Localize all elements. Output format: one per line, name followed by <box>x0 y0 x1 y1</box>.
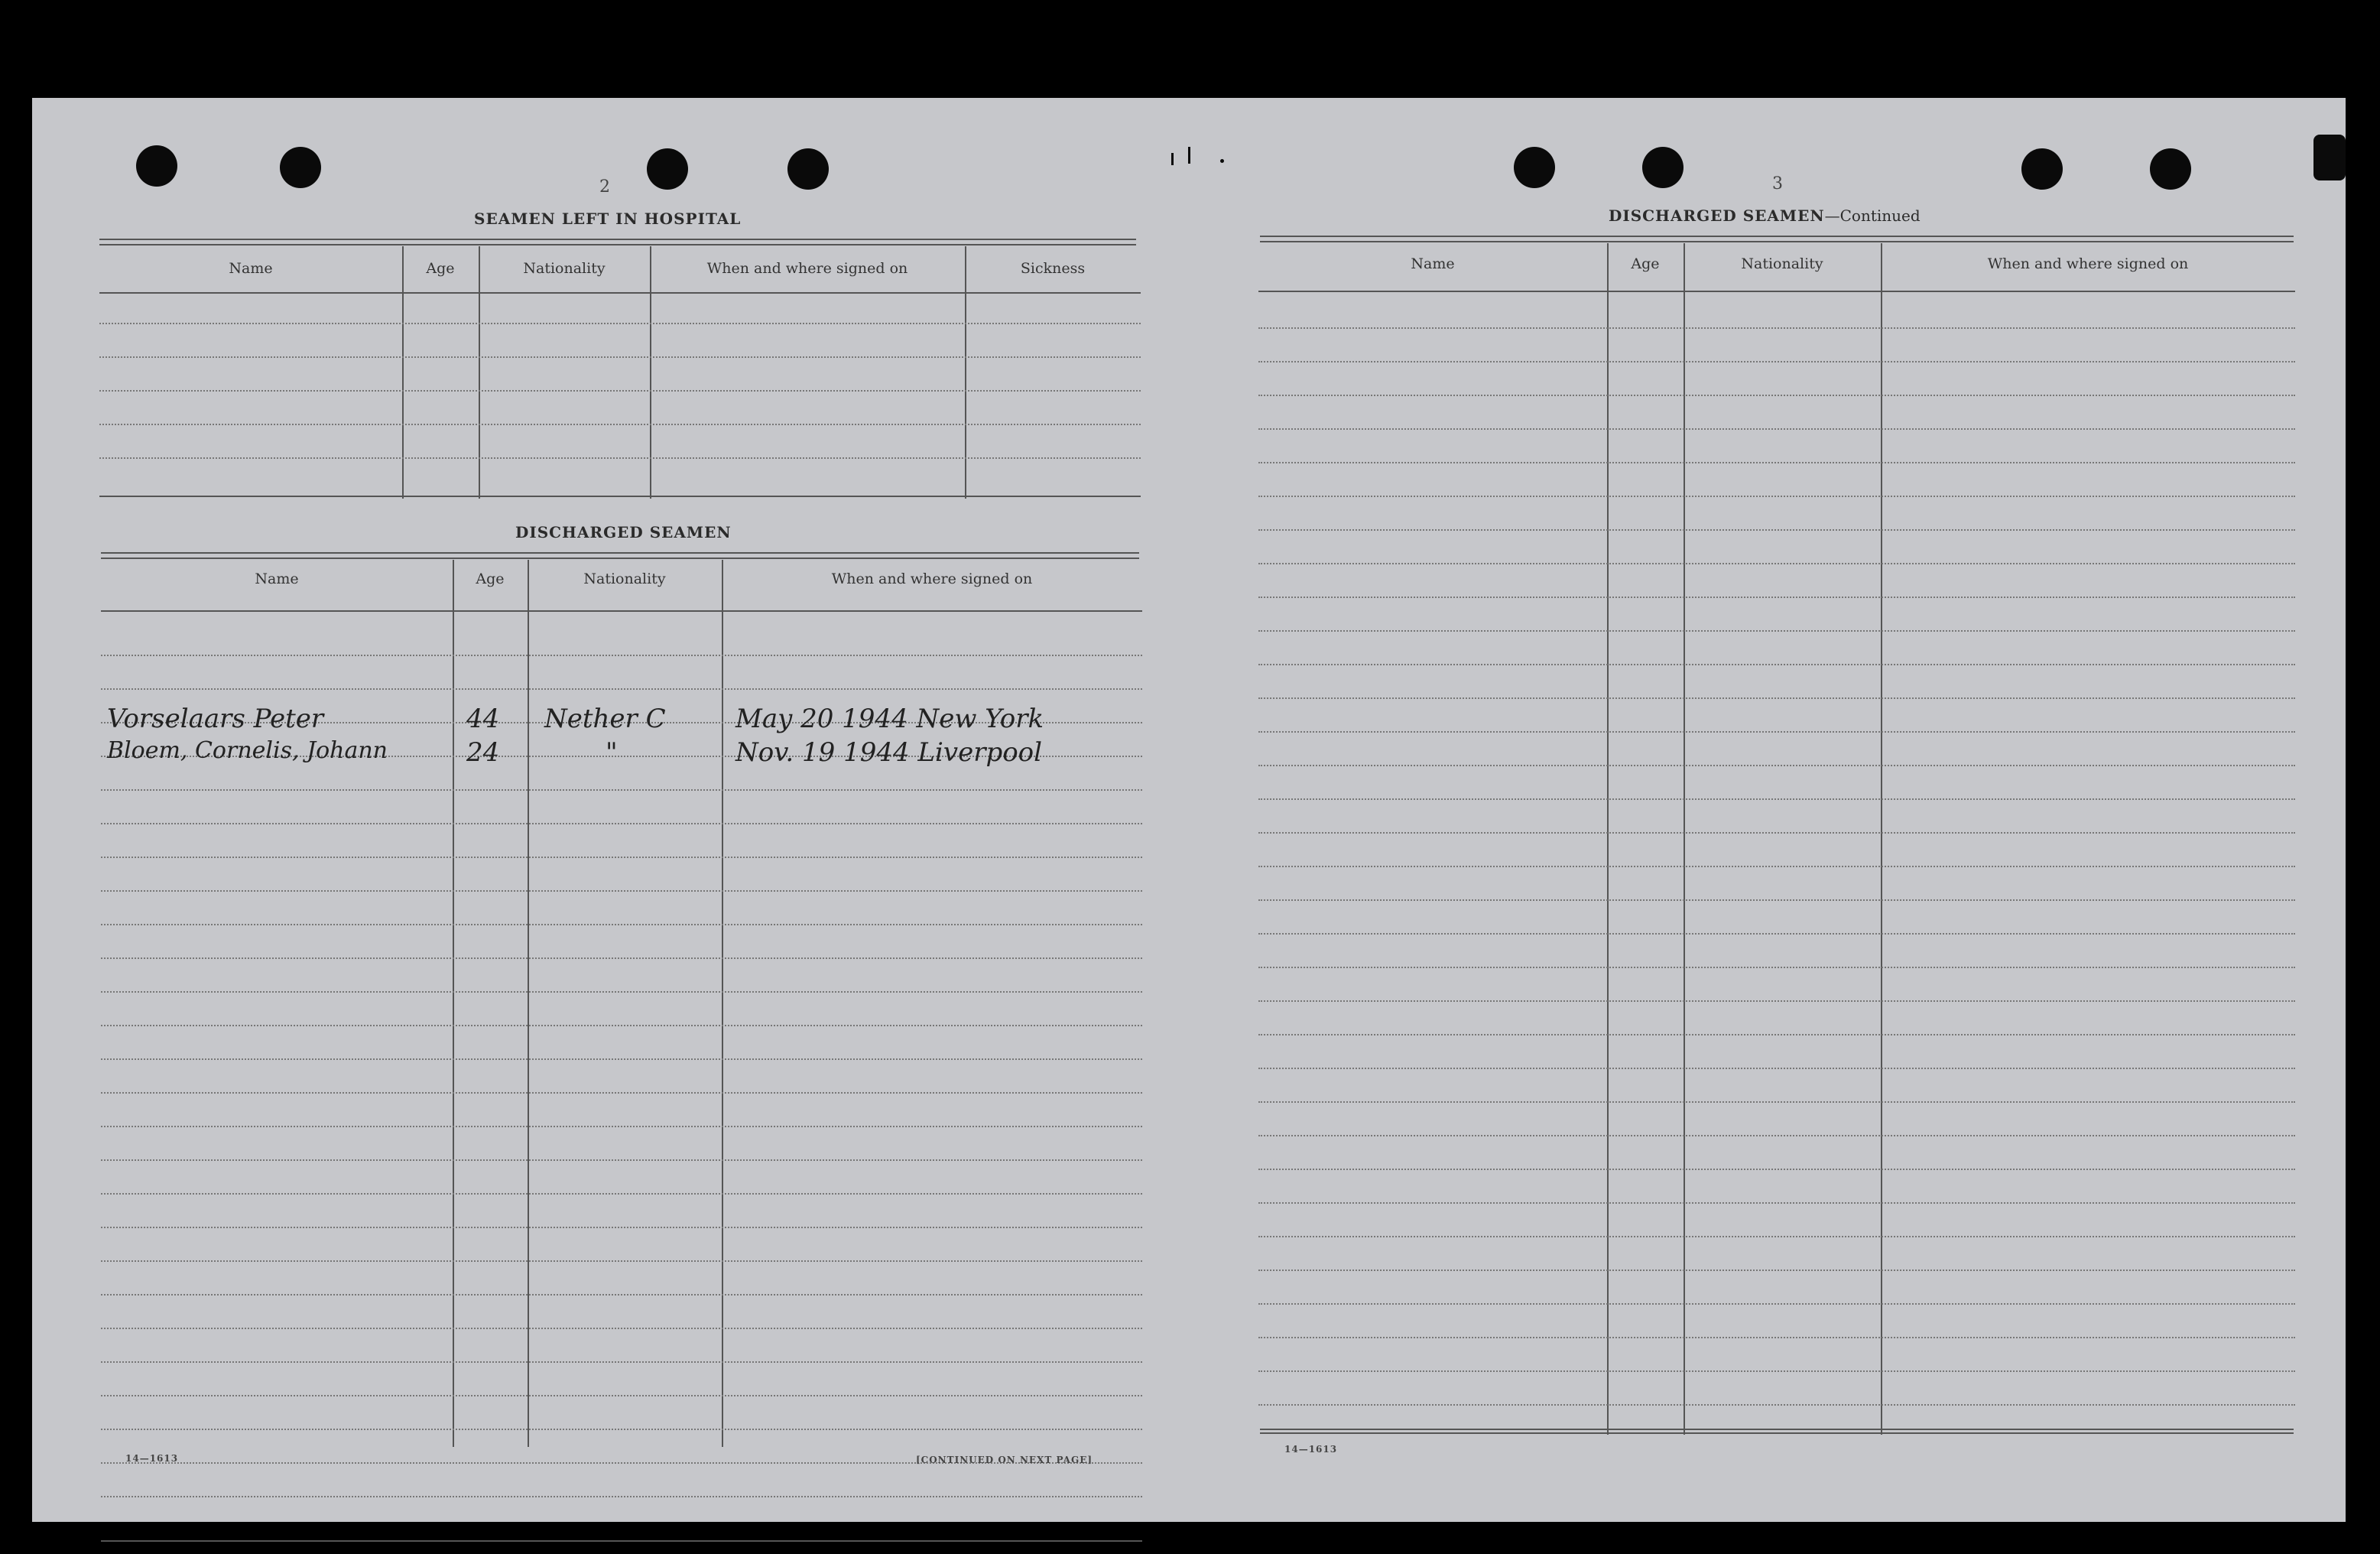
column-divider <box>965 246 966 499</box>
column-header-signed-on: When and where signed on <box>1987 255 2189 272</box>
row-line <box>1258 1270 2295 1271</box>
row-line <box>1258 731 2295 733</box>
row-line <box>1258 496 2295 497</box>
ink-speck <box>1220 159 1224 163</box>
row-line <box>101 1361 1142 1363</box>
row-line <box>1258 1404 2295 1406</box>
discharged-section-title: DISCHARGED SEAMEN <box>515 523 732 541</box>
row-line <box>101 823 1142 824</box>
table-row-nationality: " <box>606 737 618 768</box>
row-line <box>101 1328 1142 1329</box>
column-divider <box>402 246 404 499</box>
column-header-name: Name <box>229 260 273 277</box>
column-header-signed-on: When and where signed on <box>831 571 1033 587</box>
column-header-nationality: Nationality <box>523 260 606 277</box>
ink-speck <box>1188 147 1190 164</box>
table-row-age: 24 <box>466 737 500 768</box>
table-row-name: Vorselaars Peter <box>107 704 324 734</box>
row-line <box>101 688 1142 690</box>
row-line <box>101 1092 1142 1094</box>
column-header-name: Name <box>255 571 299 587</box>
row-line <box>1258 1034 2295 1035</box>
row-line <box>101 1294 1142 1296</box>
column-header-nationality: Nationality <box>583 571 666 587</box>
table-bottom-rule <box>99 496 1141 497</box>
page-number: 3 <box>1772 174 1783 193</box>
row-line <box>1258 832 2295 834</box>
row-line <box>1258 1202 2295 1204</box>
document-sheet <box>32 98 2346 1522</box>
row-line <box>1258 361 2295 362</box>
row-line <box>1258 1000 2295 1002</box>
form-number: 14—1613 <box>1284 1444 1338 1455</box>
punch-hole <box>280 147 321 188</box>
punch-hole <box>1514 147 1555 188</box>
continued-note: [CONTINUED ON NEXT PAGE] <box>916 1455 1093 1465</box>
punch-hole <box>2021 148 2063 190</box>
discharged-continued-title <box>1609 206 1921 225</box>
table-row-signed-on: Nov. 19 1944 Liverpool <box>735 737 1043 768</box>
header-rule <box>101 610 1142 612</box>
column-divider <box>1607 243 1609 1435</box>
punch-hole <box>2150 148 2191 190</box>
row-line <box>1258 563 2295 564</box>
row-line <box>99 390 1141 392</box>
torn-corner <box>2313 135 2346 180</box>
row-line <box>1258 1068 2295 1069</box>
row-line <box>101 1025 1142 1026</box>
row-line <box>99 457 1141 459</box>
column-divider <box>650 246 651 499</box>
header-rule <box>99 292 1141 294</box>
row-line <box>1258 866 2295 867</box>
row-line <box>1258 1169 2295 1170</box>
column-header-sickness: Sickness <box>1020 260 1086 277</box>
row-line <box>101 1159 1142 1161</box>
column-header-nationality: Nationality <box>1741 255 1823 272</box>
hospital-table <box>99 246 1141 499</box>
double-rule <box>99 239 1136 245</box>
row-line <box>101 1193 1142 1195</box>
form-number: 14—1613 <box>125 1453 179 1464</box>
row-line <box>99 356 1141 358</box>
row-line <box>101 1227 1142 1228</box>
row-line <box>101 1260 1142 1262</box>
row-line <box>1258 967 2295 968</box>
column-header-signed-on: When and where signed on <box>706 260 908 277</box>
row-line <box>1258 428 2295 430</box>
row-line <box>1258 1236 2295 1237</box>
column-divider <box>479 246 480 499</box>
row-line <box>1258 630 2295 632</box>
table-bottom-rule <box>101 1540 1142 1542</box>
column-divider <box>1881 243 1882 1435</box>
column-header-name: Name <box>1411 255 1455 272</box>
table-row-signed-on: May 20 1944 New York <box>735 704 1044 734</box>
row-line <box>101 1395 1142 1396</box>
row-line <box>1258 664 2295 665</box>
row-line <box>99 424 1141 425</box>
row-line <box>1258 1303 2295 1305</box>
row-line <box>1258 1101 2295 1103</box>
row-line <box>1258 1135 2295 1136</box>
row-line <box>1258 899 2295 901</box>
column-header-age: Age <box>426 260 455 277</box>
header-rule <box>1258 291 2295 292</box>
title-text: DISCHARGED SEAMEN <box>1609 206 1825 225</box>
punch-hole <box>1642 147 1684 188</box>
discharged-continued-table <box>1258 243 2295 1435</box>
double-rule <box>1260 1429 2294 1434</box>
row-line <box>1258 597 2295 598</box>
row-line <box>101 1126 1142 1127</box>
hospital-section-title: SEAMEN LEFT IN HOSPITAL <box>474 210 742 228</box>
discharged-table <box>101 560 1142 1447</box>
column-divider <box>453 560 454 1447</box>
table-row-nationality: Nether C <box>544 704 666 734</box>
column-divider <box>722 560 723 1447</box>
page-number: 2 <box>599 177 610 197</box>
row-line <box>101 789 1142 791</box>
ink-speck <box>1171 153 1174 165</box>
double-rule <box>101 552 1139 559</box>
row-line <box>101 1429 1142 1430</box>
row-line <box>1258 327 2295 329</box>
table-row-name: Bloem, Cornelis, Johann <box>107 737 388 764</box>
row-line <box>101 655 1142 656</box>
row-line <box>101 924 1142 925</box>
row-line <box>101 957 1142 959</box>
row-line <box>1258 1370 2295 1372</box>
row-line <box>1258 1337 2295 1338</box>
row-line <box>101 991 1142 993</box>
punch-hole <box>136 145 177 187</box>
punch-hole <box>787 148 829 190</box>
row-line <box>1258 765 2295 766</box>
table-row-age: 44 <box>466 704 500 734</box>
column-divider <box>1684 243 1685 1435</box>
row-line <box>1258 462 2295 463</box>
row-line <box>1258 697 2295 699</box>
row-line <box>101 1058 1142 1060</box>
row-line <box>101 1496 1142 1497</box>
column-header-age: Age <box>1631 255 1660 272</box>
punch-hole <box>647 148 688 190</box>
row-line <box>101 890 1142 892</box>
row-line <box>1258 798 2295 800</box>
title-suffix: —Continued <box>1824 206 1921 225</box>
row-line <box>101 857 1142 858</box>
double-rule <box>1260 236 2294 242</box>
row-line <box>1258 529 2295 531</box>
row-line <box>99 323 1141 324</box>
column-header-age: Age <box>476 571 505 587</box>
row-line <box>1258 933 2295 935</box>
row-line <box>1258 395 2295 396</box>
column-divider <box>528 560 529 1447</box>
